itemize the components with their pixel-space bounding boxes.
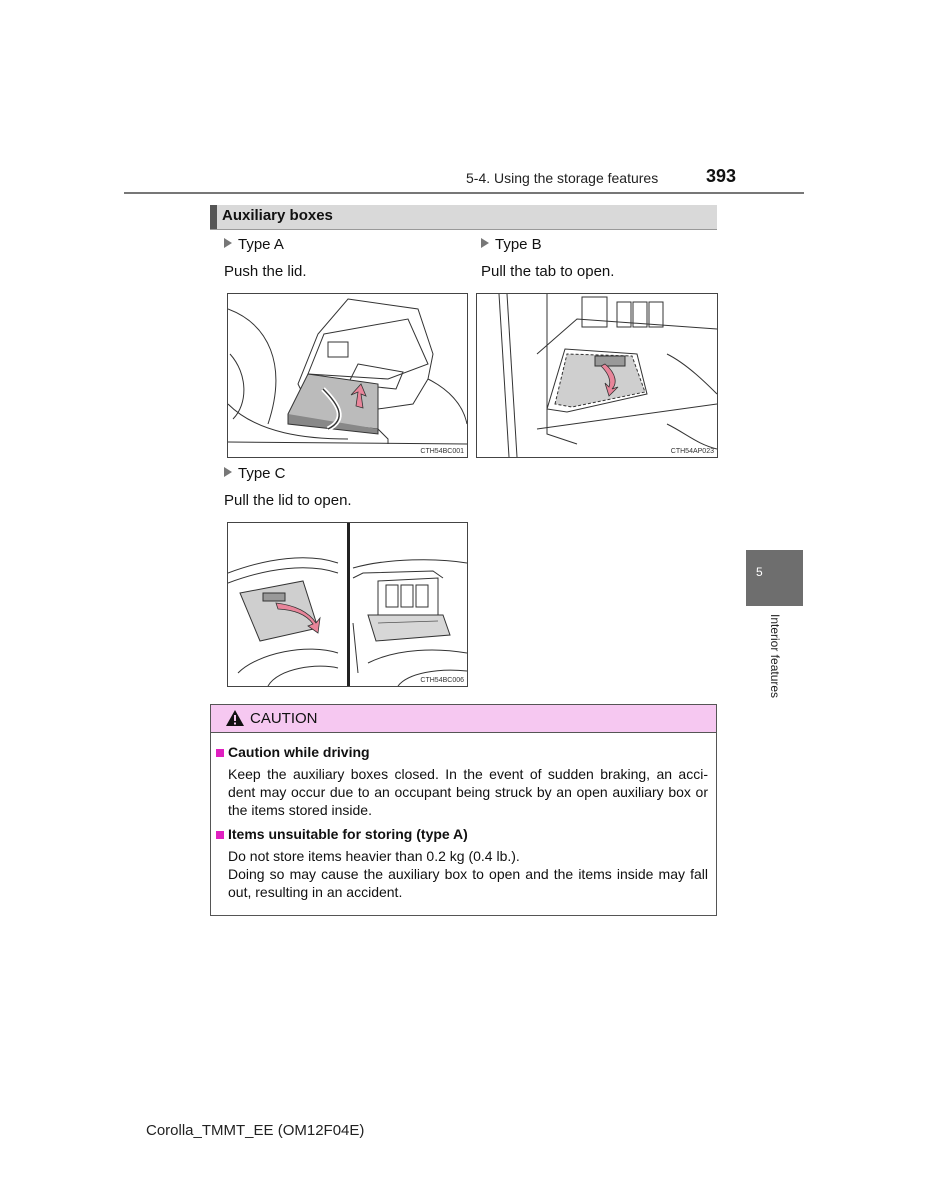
caution-item-heading-text: Items unsuitable for storing (type A) (228, 826, 468, 842)
type-b-illustration (477, 294, 717, 457)
triangle-bullet-icon (224, 238, 232, 248)
caution-item-heading-text: Caution while driving (228, 744, 370, 760)
warning-triangle-icon (225, 709, 245, 727)
running-header-section: 5-4. Using the storage features (466, 170, 659, 186)
type-c-label (224, 465, 286, 482)
chapter-number: 5 (756, 565, 763, 579)
caution-text-line: Keep the auxiliary boxes closed. In the event of sudden braking, an acci- (228, 766, 708, 782)
figure-type-b (476, 293, 718, 458)
section-heading-bar (210, 205, 717, 230)
type-c-label-text: Type C (238, 465, 286, 482)
caution-item-heading (216, 744, 370, 760)
footer-doc-id: Corolla_TMMT_EE (OM12F04E) (146, 1122, 365, 1139)
caution-item-text (228, 765, 708, 819)
header-rule (124, 192, 804, 194)
type-b-instruction: Pull the tab to open. (481, 263, 615, 280)
magenta-square-bullet-icon (216, 749, 224, 757)
section-bar-edge (210, 205, 217, 229)
triangle-bullet-icon (224, 467, 232, 477)
triangle-bullet-icon (481, 238, 489, 248)
caution-title: CAUTION (250, 710, 318, 727)
section-title: Auxiliary boxes (222, 207, 333, 224)
caution-text-line: Doing so may cause the auxiliary box to open and the items inside may fall (228, 866, 708, 882)
magenta-square-bullet-icon (216, 831, 224, 839)
caution-header (211, 705, 716, 733)
caution-text-line: the items stored inside. (228, 802, 372, 818)
caution-box (210, 704, 717, 916)
type-c-illustration (228, 523, 467, 686)
figure-code: CTH54BC006 (420, 677, 464, 684)
page-number: 393 (706, 166, 737, 186)
figure-code: CTH54AP023 (670, 448, 714, 455)
figure-code: CTH54BC001 (420, 448, 464, 455)
type-a-illustration (228, 294, 467, 457)
type-b-label (481, 236, 542, 253)
chapter-title: Interior features (768, 614, 782, 699)
type-a-label (224, 236, 284, 253)
caution-text-line: Do not store items heavier than 0.2 kg (0.4 lb.). (228, 848, 520, 864)
chapter-tab (746, 550, 803, 606)
caution-item-text (228, 847, 708, 901)
caution-text-line: dent may occur due to an occupant being struck by an open auxiliary box or (228, 784, 708, 800)
type-b-label-text: Type B (495, 236, 542, 253)
caution-item-heading (216, 826, 468, 842)
figure-type-c (227, 522, 468, 687)
figure-type-a (227, 293, 468, 458)
caution-text-line: out, resulting in an accident. (228, 884, 403, 900)
type-a-label-text: Type A (238, 236, 284, 253)
type-a-instruction: Push the lid. (224, 263, 307, 280)
type-c-instruction: Pull the lid to open. (224, 492, 352, 509)
